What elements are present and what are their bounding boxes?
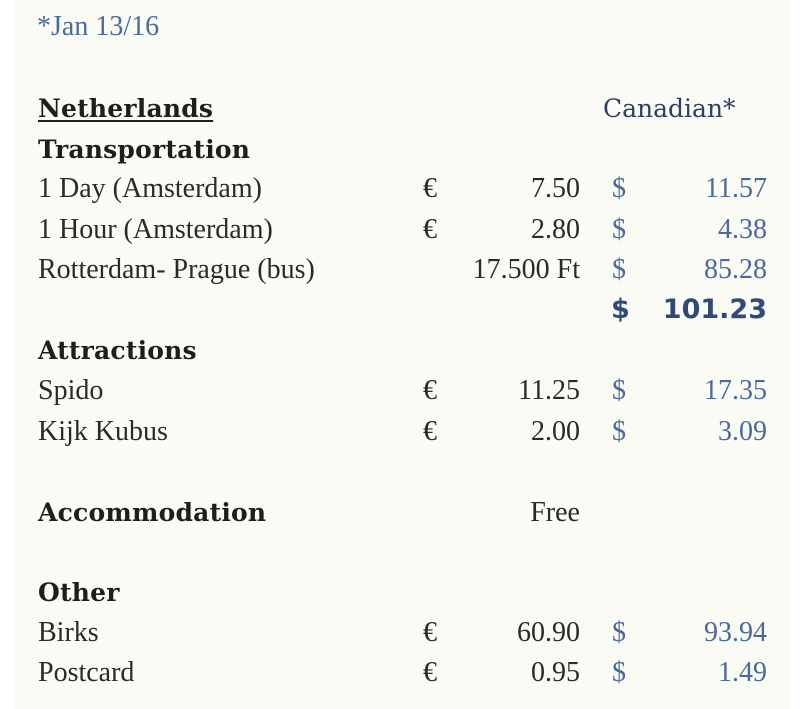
table-row bbox=[13, 250, 789, 290]
transportation-total: 101.23 bbox=[662, 294, 767, 325]
cad-symbol: $ bbox=[612, 214, 626, 245]
section-title-other: Other bbox=[38, 578, 120, 607]
item-label: 1 Day (Amsterdam) bbox=[38, 173, 262, 204]
table-row bbox=[13, 653, 789, 693]
item-label: Kijk Kubus bbox=[38, 416, 168, 447]
cad-amount: 85.28 bbox=[704, 254, 767, 285]
foreign-amount: 17.500 Ft bbox=[472, 254, 580, 285]
section-title-row bbox=[13, 130, 789, 170]
date-label: *Jan 13/16 bbox=[37, 11, 160, 42]
item-label: Rotterdam- Prague (bus) bbox=[38, 254, 315, 285]
item-label: Spido bbox=[38, 375, 104, 406]
total-row bbox=[13, 290, 789, 330]
table-row bbox=[13, 412, 789, 452]
cad-amount: 93.94 bbox=[704, 617, 767, 648]
euro-symbol: € bbox=[423, 214, 437, 245]
foreign-amount: 11.25 bbox=[518, 375, 580, 406]
foreign-amount: 2.00 bbox=[531, 416, 580, 447]
cad-amount: 11.57 bbox=[705, 173, 767, 204]
section-title-attractions: Attractions bbox=[38, 336, 197, 365]
section-title-row bbox=[13, 331, 789, 371]
euro-symbol: € bbox=[423, 173, 437, 204]
section-title-transportation: Transportation bbox=[38, 135, 251, 164]
cad-symbol: $ bbox=[612, 173, 626, 204]
euro-symbol: € bbox=[423, 657, 437, 688]
date-row bbox=[13, 7, 789, 47]
table-row bbox=[13, 169, 789, 209]
total-symbol: $ bbox=[611, 294, 630, 325]
euro-symbol: € bbox=[423, 416, 437, 447]
table-row bbox=[13, 371, 789, 411]
foreign-amount: 0.95 bbox=[531, 657, 580, 688]
budget-sheet bbox=[13, 0, 789, 709]
section-title-accommodation: Accommodation bbox=[38, 498, 267, 527]
cad-symbol: $ bbox=[612, 416, 626, 447]
cad-symbol: $ bbox=[612, 375, 626, 406]
header-row bbox=[13, 89, 789, 129]
foreign-amount: 60.90 bbox=[517, 617, 580, 648]
cad-symbol: $ bbox=[612, 617, 626, 648]
country-heading: Netherlands bbox=[38, 94, 214, 123]
cad-symbol: $ bbox=[612, 657, 626, 688]
euro-symbol: € bbox=[423, 617, 437, 648]
cad-amount: 3.09 bbox=[718, 416, 767, 447]
item-label: 1 Hour (Amsterdam) bbox=[38, 214, 273, 245]
table-row bbox=[13, 210, 789, 250]
item-label: Postcard bbox=[38, 657, 135, 688]
foreign-amount: 2.80 bbox=[531, 214, 580, 245]
foreign-amount: 7.50 bbox=[531, 173, 580, 204]
table-row bbox=[13, 613, 789, 653]
cad-amount: 17.35 bbox=[704, 375, 767, 406]
section-title-row bbox=[13, 573, 789, 613]
cad-amount: 1.49 bbox=[718, 657, 767, 688]
accommodation-row bbox=[13, 493, 789, 533]
euro-symbol: € bbox=[423, 375, 437, 406]
cad-amount: 4.38 bbox=[718, 214, 767, 245]
currency-heading: Canadian* bbox=[603, 94, 736, 123]
cad-symbol: $ bbox=[612, 254, 626, 285]
item-label: Birks bbox=[38, 617, 99, 648]
accommodation-value: Free bbox=[530, 497, 580, 528]
